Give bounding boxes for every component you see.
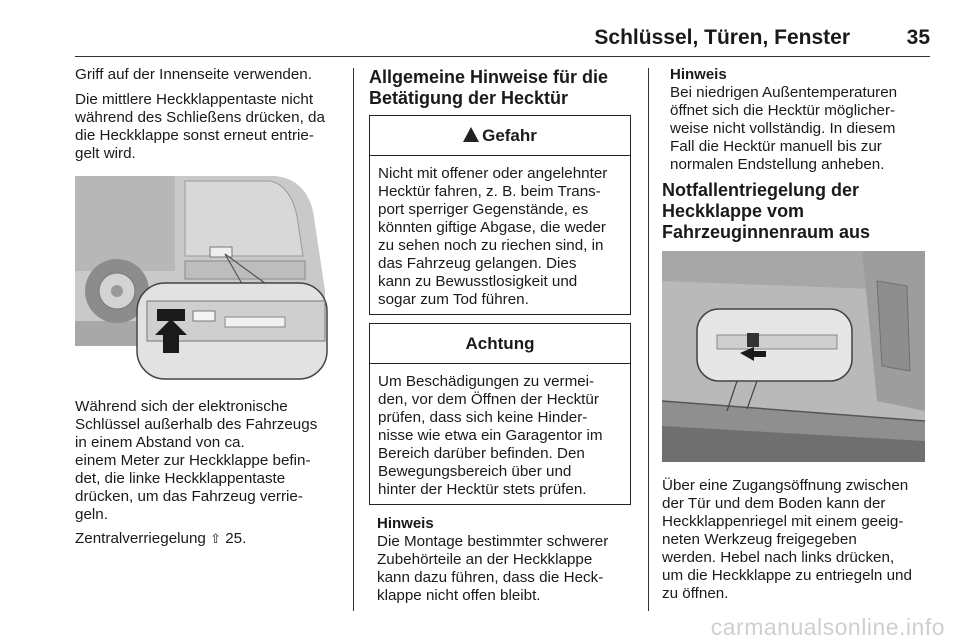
note-label: Hinweis xyxy=(670,66,727,83)
note-label: Hinweis xyxy=(377,515,434,532)
arrow-ref-icon: ⇧ xyxy=(210,531,221,546)
paragraph-verriegeln: Während sich der elektronische Schlüssel außerhalb des Fahrzeugs in einem Abstand von ca. einem Meter zur Heckklappe befin- det, die linke Heckklappentaste drücken, um das Fahrzeug verrie- geln. xyxy=(75,398,318,523)
warning-triangle-icon xyxy=(463,127,479,142)
danger-box-header xyxy=(370,116,630,156)
cross-reference[interactable] xyxy=(75,530,345,548)
caution-box-header: Achtung xyxy=(370,324,630,364)
danger-box xyxy=(369,115,631,315)
watermark: carmanualsonline.info xyxy=(710,614,945,640)
paragraph-heckklappentaste: Die mittlere Heckklappentaste nicht während des Schließens drücken, da die Heckklappe sonst erneut entrie- gelt wird. xyxy=(75,91,325,162)
cross-reference-page: 25. xyxy=(225,530,247,547)
section-heading-hinweise: Allgemeine Hinweise für die Betätigung der Hecktür xyxy=(369,67,609,108)
section-heading-notfallentriegelung: Notfallentriegelung der Heckklappe vom Fahrzeuginnenraum aus xyxy=(662,180,871,242)
paragraph-notfallentriegelung: Über eine Zugangsöffnung zwischen der Tür und dem Boden kann der Heckklappenriegel mit einem geeig- neten Werkzeug freigegeben werden. Hebel nach links drücken, um die Heckklappe zu entriegeln und zu öffnen. xyxy=(662,477,912,602)
danger-box-title: Gefahr xyxy=(482,126,537,145)
caution-box xyxy=(369,323,631,505)
caution-box-text: Um Beschädigungen zu vermei- den, vor dem Öffnen der Hecktür prüfen, dass sich keine Hinder- nisse wie etwa ein Garagentor im Bereich darüber befinden. Den Bewegungsbereich über und hinter der Hecktür stets prüfen. xyxy=(378,373,603,498)
emergency-release-illustration xyxy=(662,251,925,462)
section-title: Schlüssel, Türen, Fenster xyxy=(594,26,850,49)
note-temperature: Hinweis Bei niedrigen Außentemperaturen öffnet sich die Hecktür möglicher- weise nicht vollständig. In diesem Fall die Hecktür manuell bis zur normalen Endstellung anheben. xyxy=(670,66,935,174)
column-divider-2 xyxy=(648,68,649,611)
note-accessories: Hinweis Die Montage bestimmter schwerer Zubehörteile an der Heckklappe kann dazu führen, dass die Heck- klappe nicht offen bleibt. xyxy=(377,515,642,605)
page-number: 35 xyxy=(906,26,930,49)
column-divider-1 xyxy=(353,68,354,611)
header-divider xyxy=(75,56,930,57)
paragraph-griff: Griff auf der Innenseite verwenden. xyxy=(75,66,312,83)
cross-reference-label: Zentralverriegelung xyxy=(75,530,206,547)
danger-box-text: Nicht mit offener oder angelehnter Hecktür fahren, z. B. beim Trans- port sperriger Gegenstände, es könnten giftige Abgase, die weder zu sehen noch zu riechen sind, in das Fahrzeug gelangen. Dies kann zu Bewusstlosigkeit und sogar zum Tod führen. xyxy=(378,165,608,308)
tailgate-illustration xyxy=(75,171,330,381)
